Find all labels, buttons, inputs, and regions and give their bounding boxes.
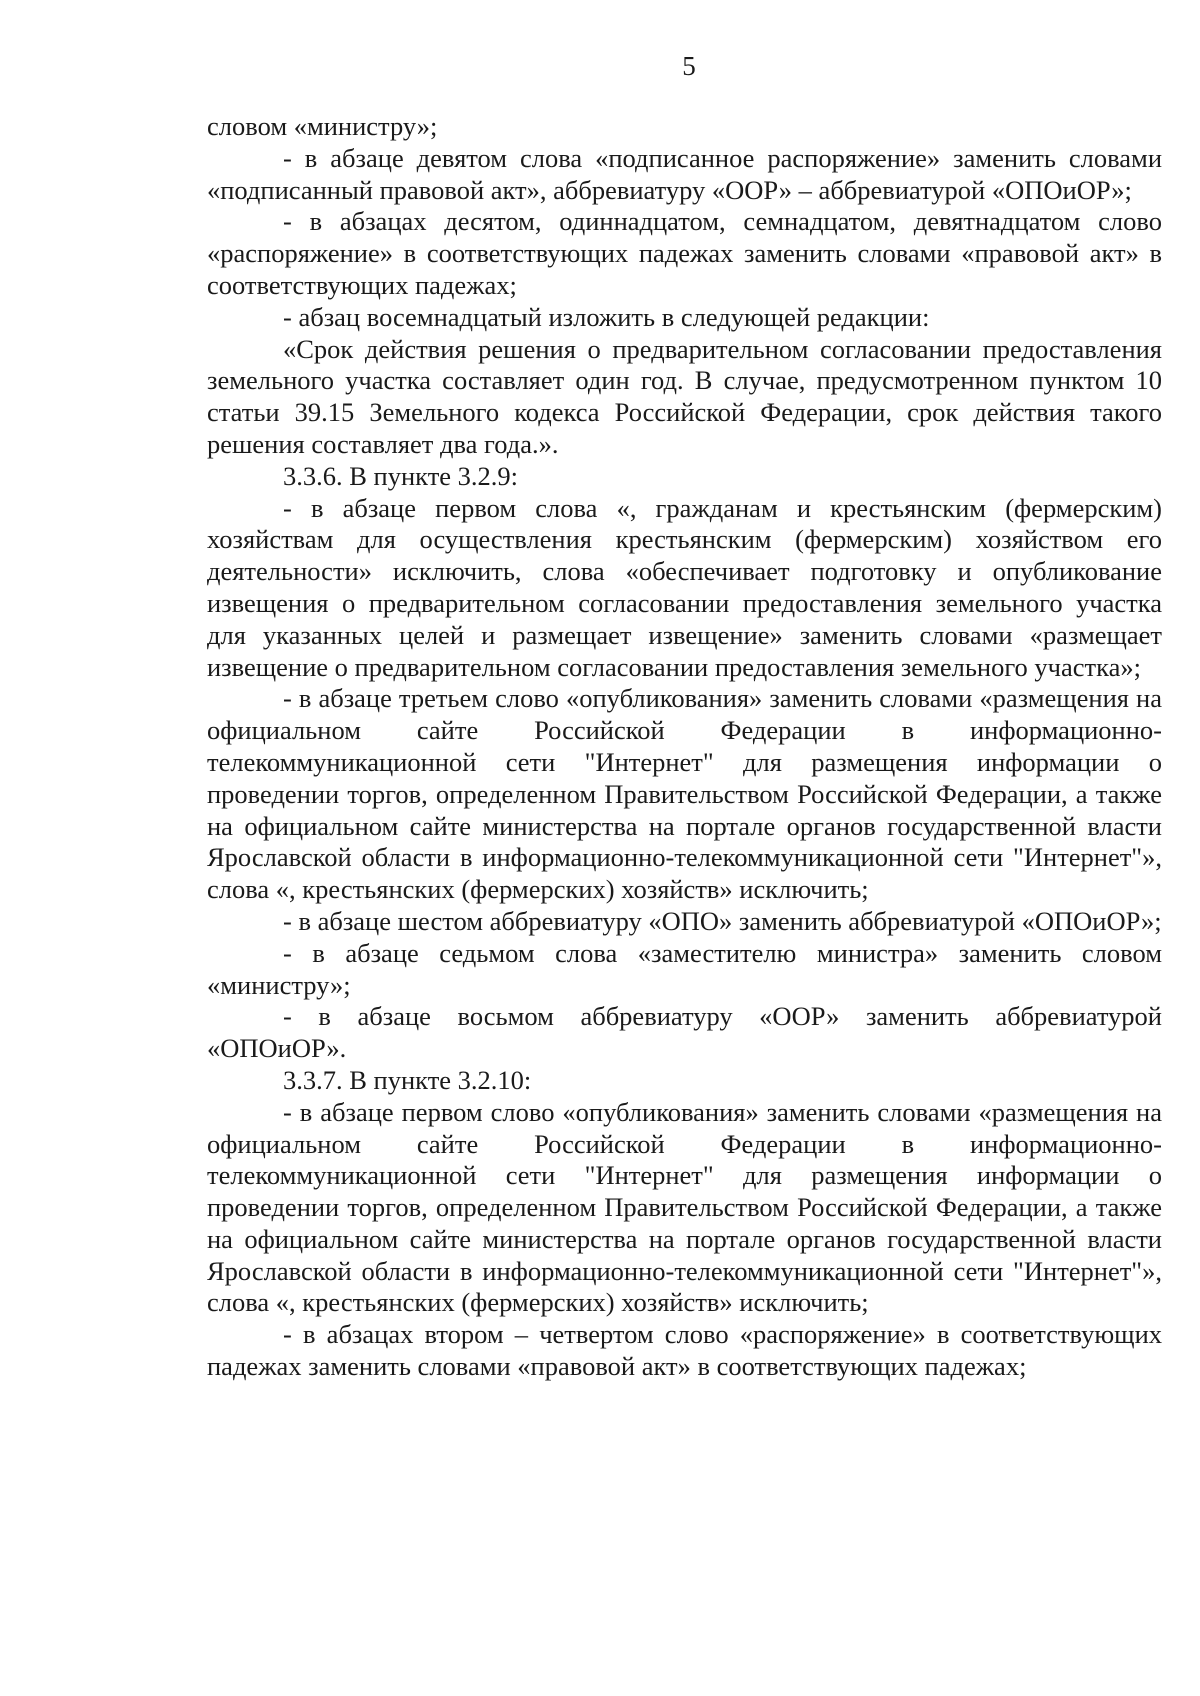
- section-heading-3-3-6: 3.3.6. В пункте 3.2.9:: [283, 460, 519, 491]
- paragraph-14: - в абзацах втором – четвертом слово «распоряжение» в соответствующих падежах заменить словами «правовой акт» в соответствующих падежах;: [207, 1319, 1162, 1382]
- paragraph-5: «Срок действия решения о предварительном согласовании предоставления земельного участка составляет один год. В случае, предусмотренном пунктом 10 статьи 39.15 Земельного кодекса Российской Федерации, срок действия такого решения составляет два года.».: [207, 333, 1162, 459]
- paragraph-4: - абзац восемнадцатый изложить в следующей редакции:: [283, 301, 930, 332]
- paragraph-8: - в абзаце третьем слово «опубликования» заменить словами «размещения на официальном сайте Российской Федерации в информационно-телекоммуникационной сети "Интернет" для размещения информации о проведении торгов, определенном Правительством Российской Федерации, а также на официальном сайте министерства на портале органов государственной власти Ярославской области в информационно-телекоммуникационной сети "Интернет"», слова «, крестьянских (фермерских) хозяйств» исключить;: [207, 683, 1162, 905]
- page-number: 5: [682, 51, 696, 81]
- paragraph-13: - в абзаце первом слово «опубликования» заменить словами «размещения на официальном сайте Российской Федерации в информационно-телекоммуникационной сети "Интернет" для размещения информации о проведении торгов, определенном Правительством Российской Федерации, а также на официальном сайте министерства на портале органов государственной власти Ярославской области в информационно-телекоммуникационной сети "Интернет"», слова «, крестьянских (фермерских) хозяйств» исключить;: [207, 1096, 1162, 1318]
- paragraph-10: - в абзаце седьмом слова «заместителю министра» заменить словом «министру»;: [207, 937, 1162, 1000]
- document-body: [207, 111, 1162, 1383]
- paragraph-11: - в абзаце восьмом аббревиатуру «ООР» заменить аббревиатурой «ОПОиОР».: [207, 1001, 1162, 1064]
- section-heading-3-3-7: 3.3.7. В пункте 3.2.10:: [283, 1064, 532, 1095]
- paragraph-3: - в абзацах десятом, одиннадцатом, семнадцатом, девятнадцатом слово «распоряжение» в соответствующих падежах заменить словами «правовой акт» в соответствующих падежах;: [207, 206, 1162, 300]
- paragraph-2: - в абзаце девятом слова «подписанное распоряжение» заменить словами «подписанный правовой акт», аббревиатуру «ООР» – аббревиатурой «ОПОиОР»;: [207, 142, 1162, 205]
- paragraph-9: - в абзаце шестом аббревиатуру «ОПО» заменить аббревиатурой «ОПОиОР»;: [283, 905, 1162, 936]
- paragraph-7: - в абзаце первом слова «, гражданам и крестьянским (фермерским) хозяйствам для осуществления крестьянским (фермерским) хозяйством его деятельности» исключить, слова «обеспечивает подготовку и опубликование извещения о предварительном согласовании предоставления земельного участка для указанных целей и размещает извещение» заменить словами «размещает извещение о предварительном согласовании предоставления земельного участка»;: [207, 492, 1162, 682]
- paragraph-1: словом «министру»;: [207, 111, 438, 141]
